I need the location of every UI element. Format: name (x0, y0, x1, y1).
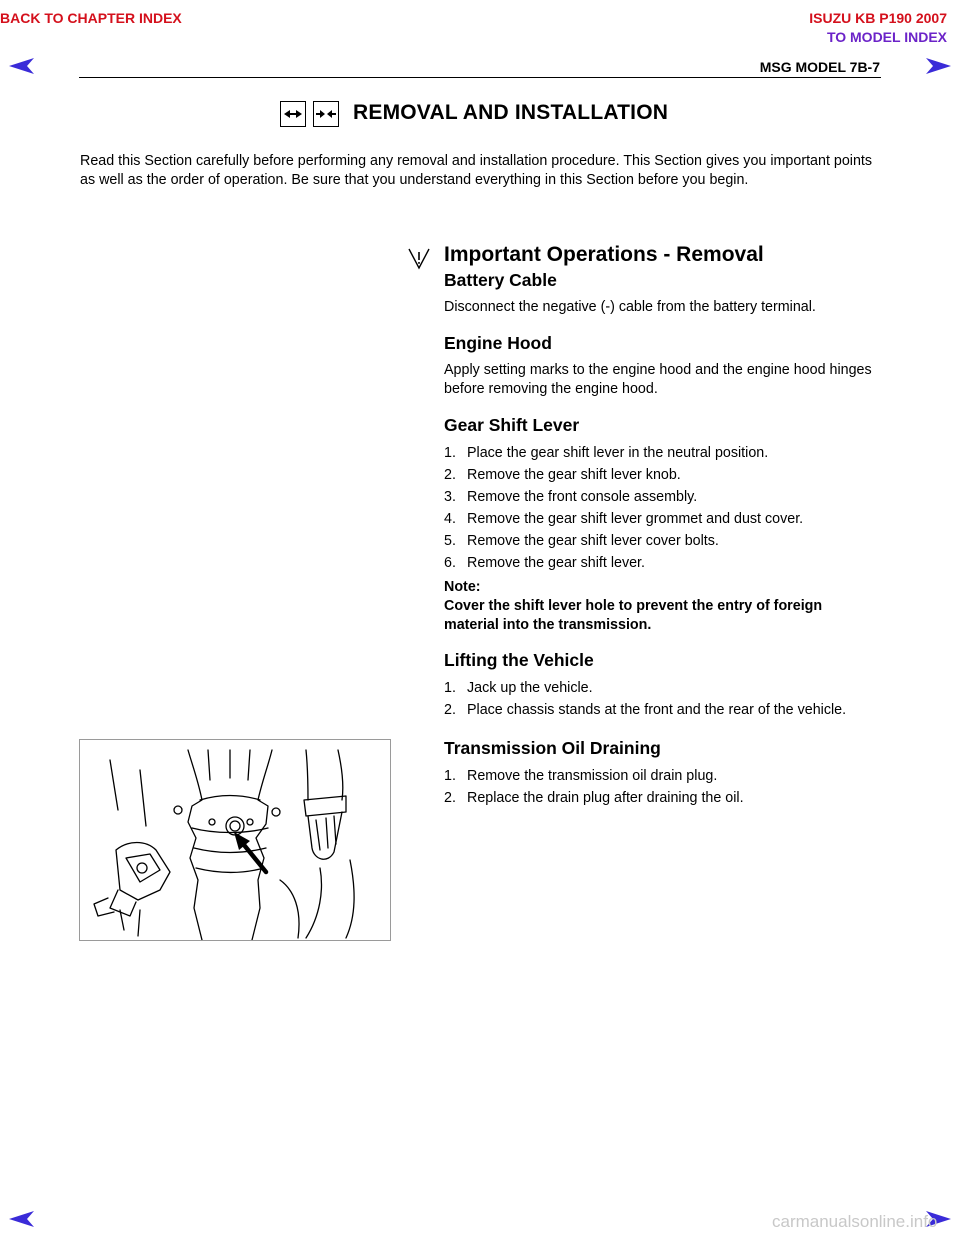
step-number: 1. (444, 768, 456, 784)
watermark-text: carmanualsonline.info (772, 1212, 938, 1231)
oil-draining-steps (444, 768, 894, 812)
battery-cable-heading: Battery Cable (444, 270, 557, 290)
list-item (444, 702, 904, 724)
list-item (444, 511, 894, 533)
step-text: Place the gear shift lever in the neutral position. (467, 445, 769, 461)
step-text: Remove the gear shift lever cover bolts. (467, 533, 719, 549)
step-number: 1. (444, 445, 456, 461)
step-text: Remove the gear shift lever. (467, 555, 646, 571)
warning-icon (407, 246, 431, 270)
engine-hood-text: Apply setting marks to the engine hood and the engine hood hinges before removing the engine hood. (444, 362, 872, 397)
bottom-previous-page-arrow-icon[interactable] (7, 1209, 37, 1229)
step-text: Remove the gear shift lever knob. (467, 467, 681, 483)
list-item (444, 533, 894, 555)
step-number: 2. (444, 790, 456, 806)
note-text: Cover the shift lever hole to prevent the entry of foreign material into the transmission. (444, 598, 823, 633)
step-text: Remove the gear shift lever grommet and dust cover. (467, 511, 804, 527)
step-number: 6. (444, 555, 456, 571)
step-number: 3. (444, 489, 456, 505)
next-page-arrow-icon[interactable] (923, 56, 953, 76)
model-title-link[interactable]: ISUZU KB P190 2007 (809, 10, 947, 26)
list-item (444, 467, 894, 489)
header-divider (79, 77, 881, 78)
step-text: Place chassis stands at the front and the rear of the vehicle. (467, 702, 847, 718)
lifting-steps (444, 680, 904, 724)
list-item (444, 680, 904, 702)
page-title: REMOVAL AND INSTALLATION (353, 101, 669, 124)
list-item (444, 768, 894, 790)
previous-page-arrow-icon[interactable] (7, 56, 37, 76)
list-item (444, 790, 894, 812)
step-number: 5. (444, 533, 456, 549)
page-header-title: MSG MODEL 7B-7 (759, 59, 880, 75)
drain-plug-illustration (79, 739, 391, 941)
step-number: 2. (444, 467, 456, 483)
step-text: Jack up the vehicle. (467, 680, 593, 696)
lifting-vehicle-heading: Lifting the Vehicle (444, 650, 594, 670)
oil-draining-heading: Transmission Oil Draining (444, 738, 661, 758)
step-number: 1. (444, 680, 456, 696)
gear-shift-lever-heading: Gear Shift Lever (444, 415, 580, 435)
back-to-chapter-index-link[interactable]: BACK TO CHAPTER INDEX (0, 10, 182, 26)
intro-paragraph: Read this Section carefully before performing any removal and installation procedure. This Section gives you important points as well as the order of operation. Be sure that you understand everything in this Section before you begin. (80, 153, 873, 188)
transmission-drawing (80, 740, 390, 940)
removal-arrows-icon (280, 101, 306, 127)
to-model-index-link[interactable]: TO MODEL INDEX (826, 29, 947, 45)
list-item (444, 445, 894, 467)
note-label: Note: (444, 579, 481, 595)
step-text: Remove the transmission oil drain plug. (467, 768, 718, 784)
step-text: Replace the drain plug after draining the oil. (467, 790, 744, 806)
important-operations-heading: Important Operations - Removal (444, 243, 764, 266)
list-item (444, 489, 894, 511)
step-number: 4. (444, 511, 456, 527)
list-item (444, 555, 894, 577)
installation-arrows-icon (313, 101, 339, 127)
engine-hood-heading: Engine Hood (444, 333, 552, 353)
step-text: Remove the front console assembly. (467, 489, 698, 505)
battery-cable-text: Disconnect the negative (-) cable from the battery terminal. (444, 299, 816, 315)
gear-shift-steps (444, 445, 894, 577)
step-number: 2. (444, 702, 456, 718)
